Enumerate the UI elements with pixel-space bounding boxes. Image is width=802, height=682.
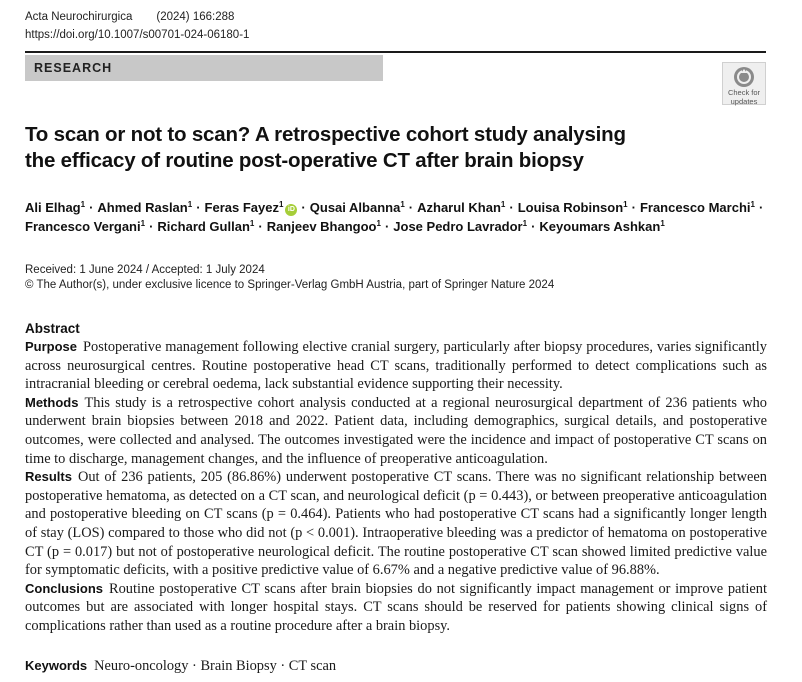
title-line-2: the efficacy of routine post-operative CT after brain biopsy <box>25 149 584 172</box>
journal-header <box>25 10 234 24</box>
author[interactable]: Azharul Khan$^1$ <box>417 200 506 215</box>
section-label: Purpose <box>25 339 78 354</box>
journal-name: Acta Neurochirurgica <box>25 11 133 23</box>
author[interactable]: Keyoumars Ashkan$^1$ <box>539 219 665 234</box>
author-separator: · <box>258 219 263 234</box>
orcid-icon[interactable]: iD <box>285 204 297 216</box>
received-accepted: Received: 1 June 2024 / Accepted: 1 July 2024 <box>25 264 265 276</box>
section-label: Results <box>25 469 72 485</box>
section-text: Postoperative management following elective cranial surgery, particularly after biopsy procedures, varies significantly across neurosurgical centres. Routine postoperative head CT scans, traditionally performed to detect complications such as intracranial bleeding or cerebral oedema, lack substantial evidence supporting their necessity. <box>25 339 767 393</box>
section-label: Methods <box>25 394 79 410</box>
author-separator: · <box>631 200 636 215</box>
doi-link[interactable]: https://doi.org/10.1007/s00701-024-06180-1 <box>25 29 250 41</box>
check-updates-line1: Check for <box>727 88 761 97</box>
author[interactable]: Feras Fayez$^1$iD <box>205 200 298 215</box>
author[interactable]: Jose Pedro Lavrador$^1$ <box>393 219 528 234</box>
publication-dates <box>25 263 554 293</box>
article-title <box>25 122 765 174</box>
author[interactable]: Qusai Albanna$^1$ <box>309 200 405 215</box>
author-separator: · <box>509 200 514 215</box>
header-rule <box>25 51 766 53</box>
abstract-results <box>25 468 767 580</box>
keywords-label: Keywords <box>25 658 88 673</box>
author-separator: · <box>149 219 154 234</box>
author[interactable]: Francesco Marchi$^1$ <box>639 200 755 215</box>
section-label: Conclusions <box>25 580 104 596</box>
author[interactable]: Ahmed Raslan$^1$ <box>97 200 193 215</box>
author[interactable]: Richard Gullan$^1$ <box>157 219 255 234</box>
author-separator: · <box>196 200 201 215</box>
keywords-value: Neuro-oncology · Brain Biopsy · CT scan <box>94 658 337 674</box>
title-line-1: To scan or not to scan? A retrospective cohort study analysing <box>25 123 626 146</box>
author-separator: · <box>408 200 414 215</box>
section-label: RESEARCH <box>34 61 113 75</box>
check-for-updates-badge[interactable] <box>722 62 766 105</box>
author[interactable]: Francesco Vergani$^1$ <box>25 219 146 234</box>
author[interactable]: Ali Elhag$^1$ <box>25 200 86 215</box>
author[interactable]: Ranjeev Bhangoo$^1$ <box>266 219 381 234</box>
author-separator: · <box>531 219 536 234</box>
check-updates-line2: updates <box>730 97 758 106</box>
abstract-heading: Abstract <box>25 321 80 336</box>
section-text: This study is a retrospective cohort analysis conducted at a regional neurosurgical department of 236 patients who underwent brain biopsies between 2018 and 2022. Patient data, including demographics, surgical details, and postoperative outcomes, were collected and analysed. The outcomes investigated were the incidence and impact of postoperative CT scans on time to discharge, management changes, and the influence of preoperative anticoagulation. <box>25 394 767 467</box>
author-separator: · <box>89 200 94 215</box>
section-banner <box>25 55 383 81</box>
author-separator: · <box>384 219 390 234</box>
abstract-methods <box>25 394 767 468</box>
section-text: Out of 236 patients, 205 (86.86%) underwent postoperative CT scans. There was no significant relationship between postoperative hematoma, as detected on a CT scan, and neurological deficit (p = 0.443), or between preoperative anticoagulation and postoperative bleeding on CT scans (p = 0.464). Patients who had postoperative CT scans had a significantly longer length of stay (LOS) compared to those who did not (p < 0.001). Intraoperative bleeding was a predictor of hematoma on postoperative CT (p = 0.017) but not of postoperative neurological deficit. The routine postoperative CT scan showed limited predictive value for symptomatic deficits, with a positive predictive value of 6.67% and a negative predictive value of 96.88%. <box>25 469 767 579</box>
section-text: Routine postoperative CT scans after brain biopsies do not significantly impact management or improve patient outcomes but are associated with longer hospital stays. CT scans should be reserved for patients showing clinical signs of complications rather than used as a routine procedure after a brain biopsy. <box>25 580 767 634</box>
keywords <box>25 656 336 675</box>
author-separator: · <box>301 200 306 215</box>
journal-volume: (2024) 166:288 <box>156 11 235 23</box>
author-separator: · <box>758 200 764 215</box>
abstract-purpose <box>25 338 767 394</box>
abstract <box>25 320 767 636</box>
abstract-conclusions <box>25 580 767 636</box>
author[interactable]: Louisa Robinson$^1$ <box>517 200 628 215</box>
copyright-notice: © The Author(s), under exclusive licence to Springer-Verlag GmbH Austria, part of Springer Nature 2024 <box>25 279 555 291</box>
check-updates-icon <box>733 66 755 88</box>
author-list <box>25 198 775 236</box>
